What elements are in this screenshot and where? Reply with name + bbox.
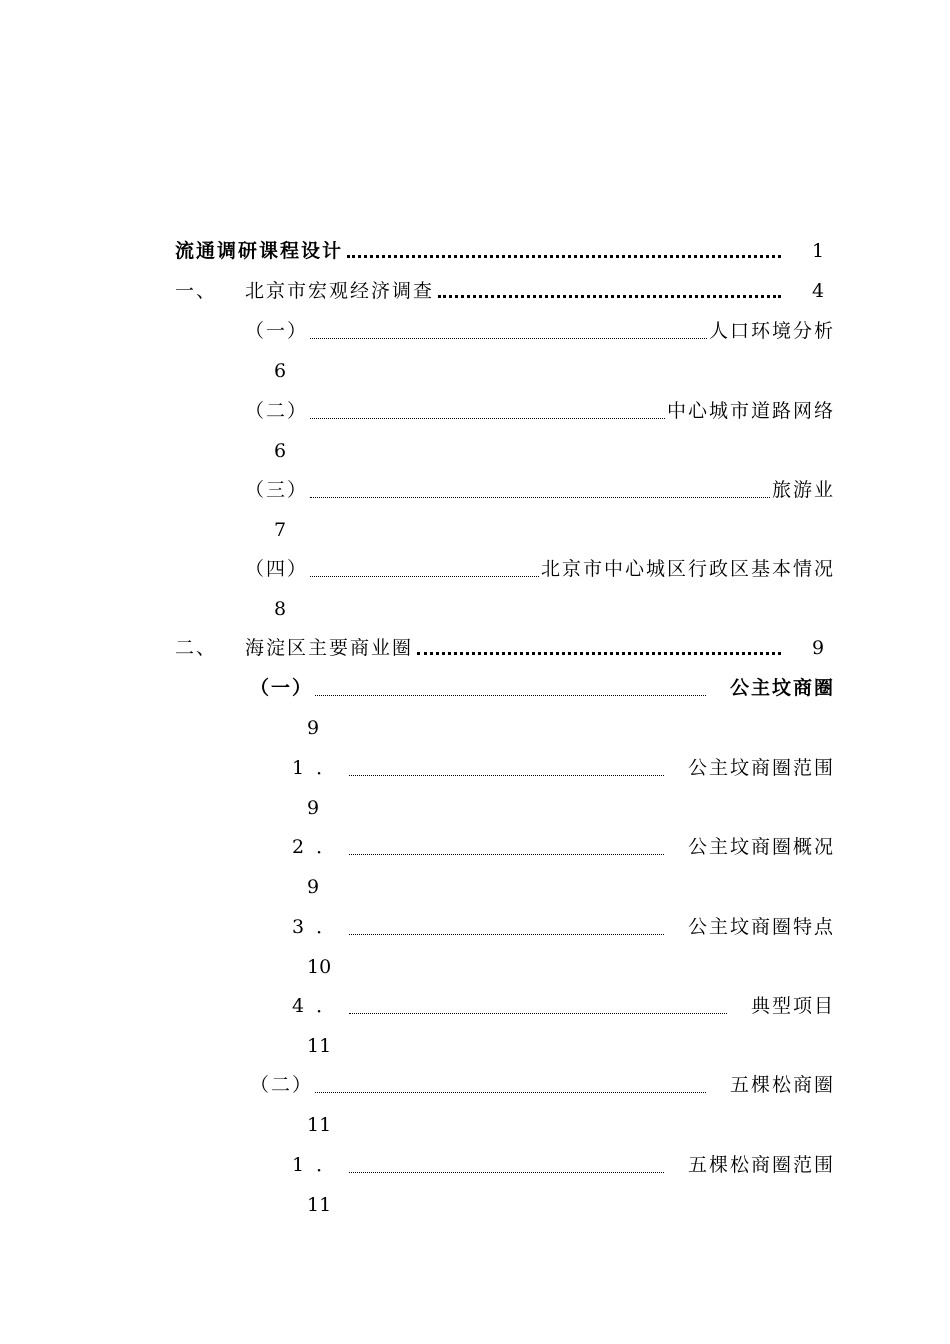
toc-entry[interactable]	[292, 912, 835, 942]
toc-entry[interactable]	[292, 991, 835, 1021]
toc-entry-prefix: （四）	[245, 558, 309, 580]
toc-entry[interactable]	[292, 1150, 835, 1180]
toc-entry-title: 人口环境分析	[708, 320, 835, 342]
toc-entry-page: 9	[307, 717, 320, 739]
toc-entry[interactable]	[292, 832, 835, 862]
toc-entry-prefix: 二、	[175, 637, 218, 659]
toc-entry-prefix: （二）	[250, 1074, 314, 1096]
toc-entry[interactable]	[245, 316, 835, 346]
toc-entry-title: 公主坟商圈概况	[687, 836, 835, 858]
toc-leader-dots	[315, 1092, 706, 1093]
toc-entry-page: 7	[274, 519, 287, 541]
toc-entry-prefix: （一）	[245, 320, 309, 342]
toc-entry-page: 9	[811, 637, 825, 659]
toc-entry-title: 中心城市道路网络	[666, 400, 835, 422]
toc-entry[interactable]	[175, 633, 825, 663]
toc-entry-title: 公主坟商圈范围	[687, 757, 835, 779]
toc-entry-page: 11	[307, 1035, 332, 1057]
toc-entry-page: 6	[274, 440, 287, 462]
toc-entry[interactable]	[250, 1070, 835, 1100]
toc-entry-prefix: （一）	[250, 677, 314, 699]
toc-leader-dots	[310, 418, 665, 419]
toc-entry[interactable]	[245, 396, 835, 426]
toc-leader-dots	[349, 854, 664, 855]
toc-leader-dots	[315, 695, 706, 696]
toc-leader-dots	[347, 255, 781, 258]
toc-entry-page: 9	[307, 797, 320, 819]
toc-entry-page: 4	[811, 280, 825, 302]
toc-entry-page: 9	[307, 876, 320, 898]
toc-leader-dots	[310, 338, 707, 339]
toc-entry[interactable]	[175, 276, 825, 306]
toc-entry-prefix: 3．	[292, 916, 348, 938]
toc-leader-dots	[349, 1172, 664, 1173]
toc-entry-prefix: 1．	[292, 757, 348, 779]
toc-leader-dots	[349, 775, 664, 776]
toc-entry[interactable]	[292, 753, 835, 783]
toc-entry[interactable]	[250, 673, 835, 703]
toc-entry-page: 11	[307, 1194, 332, 1216]
toc-entry-title: 流通调研课程设计	[175, 240, 344, 262]
toc-entry-page: 8	[274, 598, 287, 620]
toc-leader-dots	[310, 497, 770, 498]
toc-leader-dots	[349, 934, 664, 935]
toc-entry-title: 北京市宏观经济调查	[245, 280, 435, 302]
toc-leader-dots	[310, 576, 539, 577]
toc-entry-title: 公主坟商圈	[729, 677, 835, 699]
toc-entry-prefix: 2．	[292, 836, 348, 858]
toc-entry-prefix: （三）	[245, 479, 309, 501]
toc-entry-prefix: 1．	[292, 1154, 348, 1176]
toc-entry[interactable]	[245, 475, 835, 505]
toc-leader-dots	[438, 295, 781, 298]
toc-entry[interactable]	[175, 236, 825, 266]
toc-entry-title: 五棵松商圈	[729, 1074, 835, 1096]
toc-entry-title: 典型项目	[750, 995, 835, 1017]
toc-entry-page: 11	[307, 1114, 332, 1136]
toc-entry-title: 五棵松商圈范围	[687, 1154, 835, 1176]
toc-entry[interactable]	[245, 554, 835, 584]
toc-entry-title: 北京市中心城区行政区基本情况	[540, 558, 835, 580]
toc-leader-dots	[349, 1013, 727, 1014]
toc-entry-page: 6	[274, 360, 287, 382]
toc-entry-title: 旅游业	[771, 479, 835, 501]
toc-entry-prefix: 一、	[175, 280, 218, 302]
toc-entry-page: 1	[811, 240, 825, 262]
toc-entry-title: 海淀区主要商业圈	[245, 637, 414, 659]
toc-entry-page: 10	[307, 956, 332, 978]
toc-entry-prefix: 4．	[292, 995, 348, 1017]
toc-entry-prefix: （二）	[245, 400, 309, 422]
toc-leader-dots	[417, 652, 781, 655]
toc-entry-title: 公主坟商圈特点	[687, 916, 835, 938]
